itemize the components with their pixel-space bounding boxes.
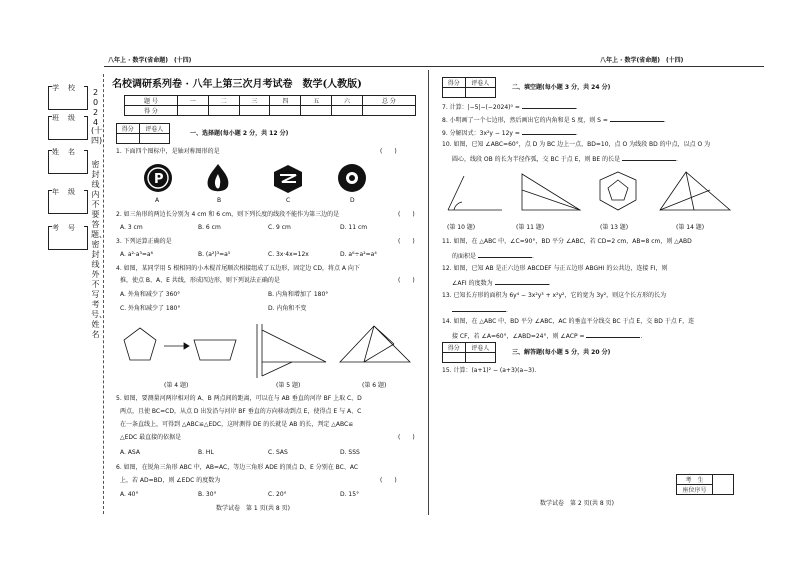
id-box	[48, 226, 88, 250]
q13-line-2: .	[452, 305, 508, 315]
q7-text: 7. 计算：|−5|−(−2024)⁰ = .	[442, 104, 578, 111]
q1-paren: ( )	[380, 148, 397, 155]
school-label: 学校	[52, 84, 84, 92]
grade-box	[48, 190, 88, 214]
score-cell[interactable]	[177, 106, 208, 116]
q1-label-c: C	[286, 197, 291, 204]
q12-line-1: 12. 如图，已知 AB 是正六边形 ABCDEF 与正五边形 ABGHI 的公共边，连接 FI，则	[442, 265, 668, 272]
q5-line-2: 两点，且使 BC=CD，从点 D 出发沿与河岸 BF 垂直的方向移动到点 E，使得点 E 与 A、C	[120, 408, 362, 415]
exam-title: 名校调研系列卷 · 八年上第三次月考试卷 数学(人教版)	[112, 79, 362, 90]
q15-text: 15. 计算：(a+1)² − (a+3)(a−3).	[442, 367, 537, 374]
score-cell[interactable]	[332, 106, 363, 116]
icon-b-flame	[208, 164, 229, 191]
q2-text: 2. 如三角形的两边长分别为 4 cm 和 6 cm，则下列长度的线段不能作为第三边的是	[116, 211, 340, 218]
q14-line-2: 接 CF，若 ∠A=60°，∠ABD=24°，则 ∠ACP = .	[452, 333, 643, 340]
q6-option-d[interactable]: D. 15°	[340, 491, 360, 498]
svg-text:P: P	[154, 172, 164, 187]
q1-label-a: A	[155, 197, 160, 204]
q10-line-2: 圆心，线段 OB 的长为半径作弧，交 BC 于点 E，则 BE 的长是 .	[452, 156, 678, 163]
q1-icons	[140, 160, 390, 200]
q4-option-c[interactable]: C. 外角和减少了 180°	[120, 305, 181, 312]
q13-answer-blank[interactable]	[452, 305, 506, 312]
icon-a-parking	[144, 164, 172, 192]
q6-option-c[interactable]: C. 20°	[268, 491, 287, 498]
section2-heading: 二、填空题(每小题 3 分，共 24 分)	[512, 84, 611, 91]
class-label: 班级	[52, 114, 84, 122]
q9-answer-blank[interactable]	[522, 128, 576, 135]
score-header-cell: 三	[239, 96, 270, 106]
id-label: 考号	[52, 224, 84, 232]
fig14-caption: (第 14 题)	[676, 224, 705, 231]
q12-line-2: ∠AFI 的度数为 .	[452, 280, 551, 287]
fig10-arc	[448, 176, 502, 210]
grader-box-2	[442, 77, 496, 98]
score-header-cell: 六	[332, 96, 363, 106]
icon-d-gear	[338, 164, 366, 192]
grader-person-label: 评卷人	[465, 78, 495, 88]
grader-box-3	[442, 342, 496, 363]
q14-stem: 接 CF，若 ∠A=60°，∠ABD=24°，则 ∠ACP =	[452, 333, 585, 340]
icon-c-hexagon	[274, 165, 302, 193]
q10-answer-blank[interactable]	[622, 154, 676, 161]
binding-year: 2024	[92, 88, 99, 127]
grader-person-label: 评卷人	[139, 124, 169, 134]
score-header-cell: 五	[301, 96, 332, 106]
page2-header: 八年上 · 数学(省命题) (十四)	[600, 57, 684, 64]
q14-answer-blank[interactable]	[586, 331, 640, 338]
q4-paren: ( )	[398, 277, 415, 284]
q5-option-c[interactable]: C. SAS	[268, 449, 288, 456]
q8-answer-blank[interactable]	[610, 115, 664, 122]
q2-option-c[interactable]: C. 9 cm	[268, 224, 291, 231]
q5-option-d[interactable]: D. SSS	[340, 449, 360, 456]
fig5-river	[257, 324, 326, 378]
q12-stem: ∠AFI 的度数为	[452, 280, 493, 287]
q3-option-c[interactable]: C. 3x·4x=12x	[268, 251, 309, 258]
page2-footer: 数学试卷 第 2 页(共 8 页)	[540, 500, 614, 507]
fig6-triangle	[340, 326, 410, 362]
q4-option-b[interactable]: B. 内角和增加了 180°	[268, 291, 329, 298]
score-cell[interactable]	[239, 106, 270, 116]
q7-answer-blank[interactable]	[522, 102, 576, 109]
exam-box-label-1: 考 生	[677, 475, 713, 485]
q6-paren: ( )	[380, 477, 397, 484]
score-header-cell: 一	[177, 96, 208, 106]
fig6-caption: (第 6 题)	[362, 382, 387, 389]
q3-option-b[interactable]: B. (a²)³=a⁵	[198, 251, 231, 258]
score-cell[interactable]	[301, 106, 332, 116]
header-rule	[104, 66, 764, 67]
score-header-cell: 总 分	[362, 96, 415, 106]
q3-text: 3. 下列运算正确的是	[116, 238, 172, 245]
binding-strip	[0, 0, 107, 561]
name-box	[48, 150, 88, 174]
page1-header: 八年上 · 数学(省命题) (十四)	[108, 57, 192, 64]
page-divider	[428, 70, 429, 515]
grader-person-label: 评卷人	[465, 343, 495, 353]
q1-text: 1. 下面四个图标中，是轴对称图形的是	[116, 148, 220, 155]
q1-label-b: B	[217, 197, 222, 204]
q5-line-4: △EDC 最直接的依据是	[120, 434, 182, 441]
fig10-caption: (第 10 题)	[447, 224, 476, 231]
grader-person-cell[interactable]	[465, 353, 495, 363]
grader-score-label: 得分	[443, 343, 466, 353]
binding-series: (十四)	[91, 126, 103, 145]
q15-answer-area[interactable]	[442, 380, 732, 468]
section1-heading: 一、选择题(每小题 2 分，共 12 分)	[190, 130, 289, 137]
q4-line-1: 4. 如图，某同学用 5 根相同的小木棍首尾顺次相接组成了五边形，固定边 CD，将点 A 向下	[116, 265, 360, 272]
score-header-cell: 题 号	[125, 96, 178, 106]
fig11-caption: (第 11 题)	[516, 224, 545, 231]
q6-line-2: 上，若 AD=BD，则 ∠EDC 的度数为	[120, 477, 221, 484]
score-cell[interactable]	[270, 106, 301, 116]
grader-score-label: 得分	[443, 78, 466, 88]
q5-option-b[interactable]: B. HL	[198, 449, 214, 456]
q6-option-b[interactable]: B. 30°	[198, 491, 217, 498]
page1-footer: 数学试卷 第 1 页(共 8 页)	[216, 505, 290, 512]
score-table	[124, 95, 416, 116]
q8-text: 8. 小明画了一个七边形，然后画出它的内角和是 S 度，则 S = .	[442, 117, 666, 124]
q11-line-1: 11. 如图，在 △ABC 中，∠C=90°，BD 平分 ∠ABC，若 CD=2 cm，AB=8 cm，则 △ABD	[442, 238, 692, 245]
q1-label-d: D	[350, 197, 355, 204]
seat-number-cell[interactable]	[713, 475, 734, 495]
q4-line-2: 推，使点 B、A、E 共线，形成四边形，则下列说法正确的是	[120, 277, 280, 284]
figures-q10-q14	[440, 166, 740, 224]
name-label: 姓名	[52, 148, 84, 156]
q11-answer-blank[interactable]	[478, 251, 532, 258]
q6-line-1: 6. 如图，在锐角三角形 ABC 中，AB=AC，等边三角形 ADE 的顶点 D、E 分别在 BC、AC	[116, 464, 359, 471]
fig14-triangle	[660, 172, 730, 210]
q4-option-d[interactable]: D. 内角和不变	[268, 305, 307, 312]
grader-person-cell[interactable]	[465, 88, 495, 98]
fig13-caption: (第 13 题)	[600, 224, 629, 231]
q5-option-a[interactable]: A. ASA	[120, 449, 140, 456]
score-cell[interactable]	[208, 106, 239, 116]
q12-answer-blank[interactable]	[495, 278, 549, 285]
q14-line-1: 14. 如图，在 △ABC 中，BD 平分 ∠ABC，AC 的垂直平分线交 BC 于点 E，交 BD 于点 F，连	[442, 318, 695, 325]
exam-seat-box	[676, 474, 734, 495]
score-header-cell: 二	[208, 96, 239, 106]
fig11-triangle	[522, 174, 580, 210]
q8-stem: 8. 小明画了一个七边形，然后画出它的内角和是 S 度，则 S =	[442, 117, 608, 124]
grader-score-cell[interactable]	[443, 88, 466, 98]
q5-paren: ( )	[398, 434, 415, 441]
q11-stem: 的面积是	[452, 253, 477, 260]
grade-label: 年级	[52, 188, 84, 196]
q3-option-a[interactable]: A. a²·a³=a⁶	[120, 251, 153, 258]
fig4-pentagon	[124, 328, 236, 360]
q11-line-2: 的面积是 .	[452, 253, 534, 260]
grader-score-cell[interactable]	[443, 353, 466, 363]
q10-line-1: 10. 如图，已知 ∠ABC=60°，点 D 为 BC 边上一点，BD=10，点 O 为线段 BD 的中点，以点 O 为	[442, 141, 711, 148]
q6-option-a[interactable]: A. 40°	[120, 491, 139, 498]
score-header-cell: 四	[270, 96, 301, 106]
fig5-caption: (第 5 题)	[276, 382, 301, 389]
q13-line-1: 13. 已知长方形的面积为 6y⁴ − 3x²y³ + x²y²，它的宽为 3y²，则这个长方形的长为	[442, 292, 667, 299]
class-box	[48, 116, 88, 140]
binding-warning: 密封线内不要答题、密封线外不写考号、姓名	[91, 160, 107, 339]
q3-paren: ( )	[398, 238, 415, 245]
grader-score-cell[interactable]	[117, 134, 140, 144]
q2-option-b[interactable]: B. 6 cm	[198, 224, 221, 231]
figures-q4-q6	[112, 320, 422, 380]
q3-option-d[interactable]: D. a⁶÷a²=a⁴	[340, 251, 377, 258]
q9-text: 9. 分解因式：3x²y − 12y = .	[442, 130, 578, 137]
grader-score-label: 得分	[117, 124, 140, 134]
q2-option-d[interactable]: D. 11 cm	[340, 224, 368, 231]
exam-box-label-2: 座位序号	[677, 485, 713, 495]
q5-line-1: 5. 如图，要测量河两岸相对的 A、B 两点间的距离，可以在与 AB 垂直的河岸 BF 上取 C、D	[116, 395, 362, 402]
q4-option-a[interactable]: A. 外角和减少了 360°	[120, 291, 181, 298]
q5-line-3: 在一条直线上，可得到 △ABC≌△EDC，这时测得 DE 的长就是 AB 的长，判定 △ABC≌	[120, 421, 354, 428]
fig4-caption: (第 4 题)	[164, 382, 189, 389]
q9-stem: 9. 分解因式：3x²y − 12y =	[442, 130, 520, 137]
grader-box-1	[116, 123, 170, 144]
score-cell[interactable]	[362, 106, 415, 116]
q10-stem: 圆心，线段 OB 的长为半径作弧，交 BC 于点 E，则 BE 的长是	[452, 156, 621, 163]
q2-option-a[interactable]: A. 3 cm	[120, 224, 143, 231]
q7-stem: 7. 计算：|−5|−(−2024)⁰ =	[442, 104, 520, 111]
school-box	[48, 86, 88, 110]
section3-heading: 三、解答题(每小题 5 分，共 20 分)	[512, 349, 611, 356]
seal-line	[103, 74, 104, 514]
q2-paren: ( )	[398, 211, 415, 218]
grader-person-cell[interactable]	[139, 134, 169, 144]
score-label-cell: 得 分	[125, 106, 178, 116]
fig13-hexagon	[600, 172, 636, 210]
